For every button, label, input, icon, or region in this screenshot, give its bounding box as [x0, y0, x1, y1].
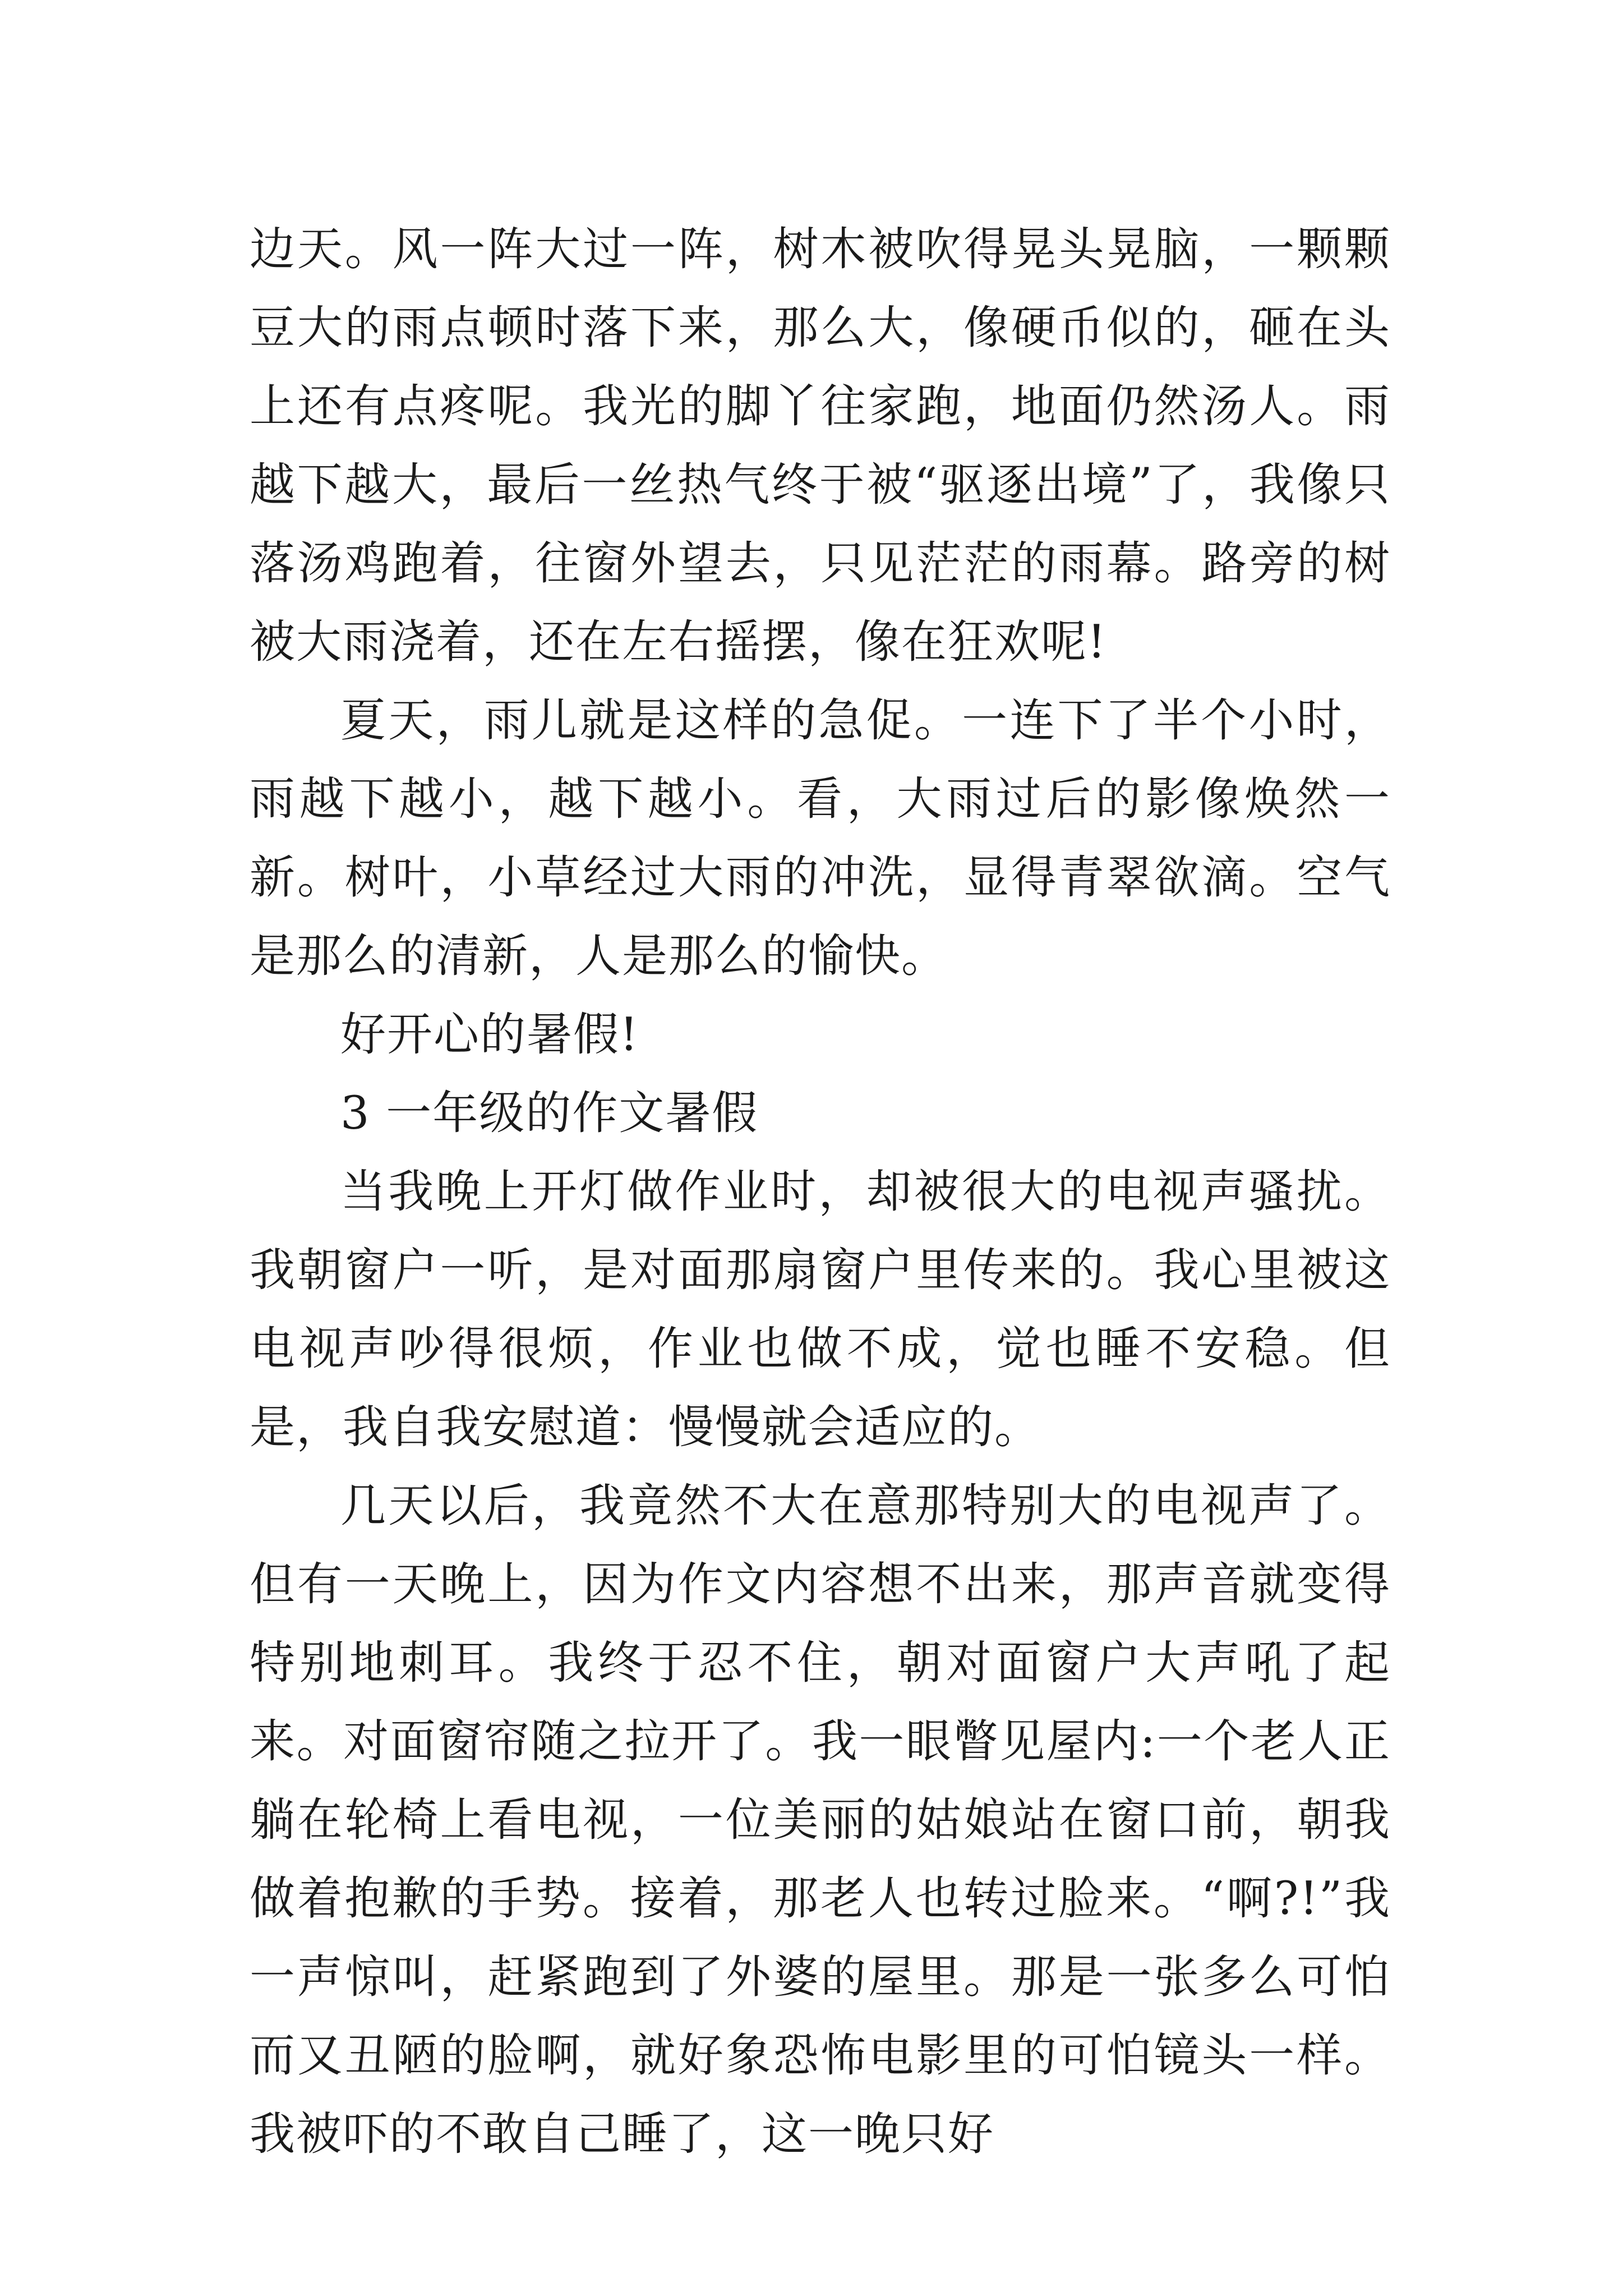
paragraph-old-man: 几天以后，我竟然不大在意那特别大的电视声了。但有一天晚上，因为作文内容想不出来，那声音就变得特别地刺耳。我终于忍不住，朝对面窗户大声吼了起来。对面窗帘随之拉开了。我一眼瞥见屋内:一个老人正躺在轮椅上看电视，一位美丽的姑娘站在窗口前，朝我做着抱歉的手势。接着，那老人也转过脸来。“啊?!”我一声惊叫，赶紧跑到了外婆的屋里。那是一张多么可怕而又丑陋的脸啊，就好象恐怖电影里的可怕镜头一样。我被吓的不敢自己睡了，这一晚只好 [250, 1480, 1391, 2161]
essay-heading: 3 一年级的作文暑假 [340, 1087, 759, 1140]
paragraph-happy-vacation: 好开心的暑假! [340, 1009, 639, 1061]
paragraph-tv-noise: 当我晚上开灯做作业时，却被很大的电视声骚扰。我朝窗户一听，是对面那扇窗户里传来的。我心里被这电视声吵得很烦，作业也做不成，觉也睡不安稳。但是，我自我安慰道：慢慢就会适应的。 [250, 1166, 1391, 1454]
paragraph-summer-rain: 夏天，雨儿就是这样的急促。一连下了半个小时，雨越下越小，越下越小。看，大雨过后的影像焕然一新。树叶，小草经过大雨的冲洗，显得青翠欲滴。空气是那么的清新，人是那么的愉快。 [250, 694, 1391, 983]
body-text [250, 210, 1391, 2174]
paragraph-continuation: 边天。风一阵大过一阵，树木被吹得晃头晃脑，一颗颗豆大的雨点顿时落下来，那么大，像硬币似的，砸在头上还有点疼呢。我光的脚丫往家跑，地面仍然汤人。雨越下越大，最后一丝热气终于被“驱逐出境”了，我像只落汤鸡跑着，往窗外望去，只见茫茫的雨幕。路旁的树被大雨浇着，还在左右摇摆，像在狂欢呢! [250, 223, 1391, 669]
